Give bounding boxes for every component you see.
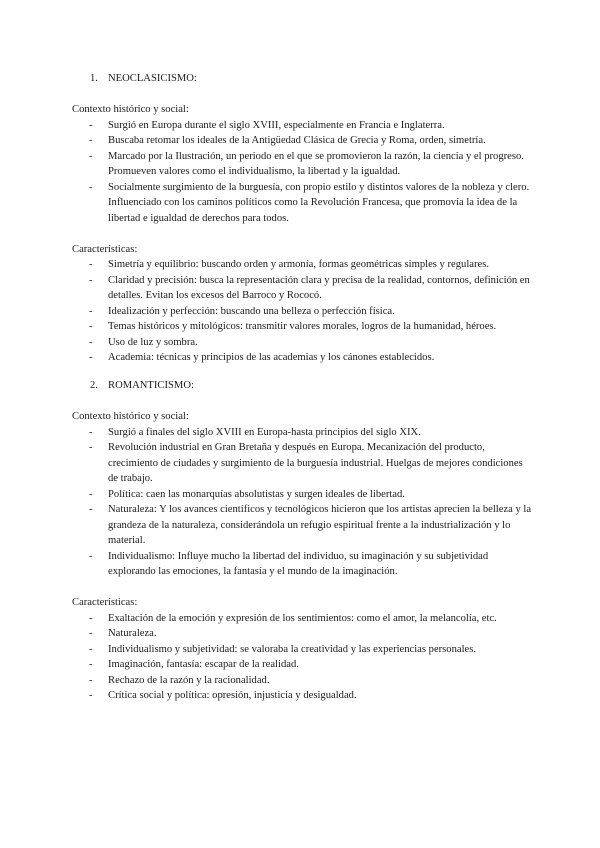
- context-label: Contexto histórico y social:: [72, 104, 189, 115]
- list-item: - Individualismo y subjetividad: se valoraba la creatividad y las experiencias personales.: [89, 643, 477, 655]
- features-label: Características:: [72, 243, 138, 255]
- list-item: - Claridad y precisión: busca la representación clara y precisa de la realidad, contornos, definición en detalles. Evitan los excesos del Barroco y Rococó.: [89, 274, 530, 301]
- context-label: Contexto histórico y social:: [72, 411, 189, 422]
- list-item: - Buscaba retomar los ideales de la Antigüedad Clásica de Grecia y Roma, orden, simetría.: [89, 135, 486, 146]
- list-item: - Surgió en Europa durante el siglo XVIII, especialmente en Francia e Inglaterra.: [89, 119, 445, 131]
- list-item: - Temas históricos y mitológicos: transmitir valores morales, logros de la humanidad, héroes.: [89, 321, 497, 332]
- features-list: [72, 611, 532, 704]
- context-list: [72, 118, 532, 227]
- section-title: ROMANTICISMO:: [108, 380, 194, 391]
- list-item: - Revolución industrial en Gran Bretaña y después en Europa. Mecanización del producto, crecimiento de ciudades y surgimiento de la burguesía industrial. Huelgas de mejores condiciones de trabajo.: [89, 442, 523, 484]
- section-romanticismo: [72, 378, 532, 704]
- list-item: - Simetría y equilibrio: buscando orden y armonía, formas geométricas simples y regulares.: [89, 259, 489, 270]
- list-item: - Naturaleza: Y los avances científicos y tecnológicos hicieron que los artistas aprecien la belleza y la grandeza de la naturaleza, considerándola un refugio espiritual frente a la industrialización y lo material.: [89, 504, 532, 546]
- features-list: [72, 257, 532, 366]
- list-item: - Individualismo: Influye mucho la libertad del individuo, su imaginación y su subjetividad explorando las emociones, la fantasía y el mundo de la imaginación.: [89, 550, 489, 577]
- section-title: NEOCLASICISMO:: [108, 73, 197, 84]
- list-item: - Crítica social y política: opresión, injusticia y desigualdad.: [89, 690, 357, 701]
- section-number: 1.: [90, 73, 98, 84]
- list-item: - Academia: técnicas y principios de las academias y los cánones establecidos.: [89, 352, 435, 363]
- list-item: - Socialmente surgimiento de la burguesía, con propio estilo y distintos valores de la nobleza y clero. Influenciado con los caminos políticos como la Revolución Francesa, que promovía la idea de la libertad e igualdad de derechos para todos.: [89, 181, 530, 224]
- list-item: - Marcado por la Ilustración, un periodo en el que se promovieron la razón, la ciencia y el progreso. Promueven valores como el individualismo, la libertad y la igualdad.: [89, 150, 524, 177]
- list-item: - Idealización y perfección: buscando una belleza o perfección física.: [89, 305, 395, 317]
- list-item: - Rechazo de la razón y la racionalidad.: [89, 674, 270, 686]
- list-item: - Política: caen las monarquías absolutistas y surgen ideales de libertad.: [89, 488, 405, 500]
- section-number: 2.: [90, 380, 98, 391]
- section-heading: [72, 71, 532, 87]
- list-item: - Uso de luz y sombra.: [89, 336, 198, 348]
- context-list: [72, 425, 532, 580]
- features-label: Características:: [72, 597, 138, 608]
- section-heading: [72, 378, 532, 394]
- list-item: - Naturaleza.: [89, 628, 157, 639]
- list-item: - Exaltación de la emoción y expresión de los sentimientos: como el amor, la melancolía, etc.: [89, 612, 497, 624]
- section-neoclasicismo: [72, 71, 532, 366]
- list-item: - Surgió a finales del siglo XVIII en Europa-hasta principios del siglo XIX.: [89, 426, 421, 438]
- list-item: - Imaginación, fantasía: escapar de la realidad.: [89, 659, 299, 670]
